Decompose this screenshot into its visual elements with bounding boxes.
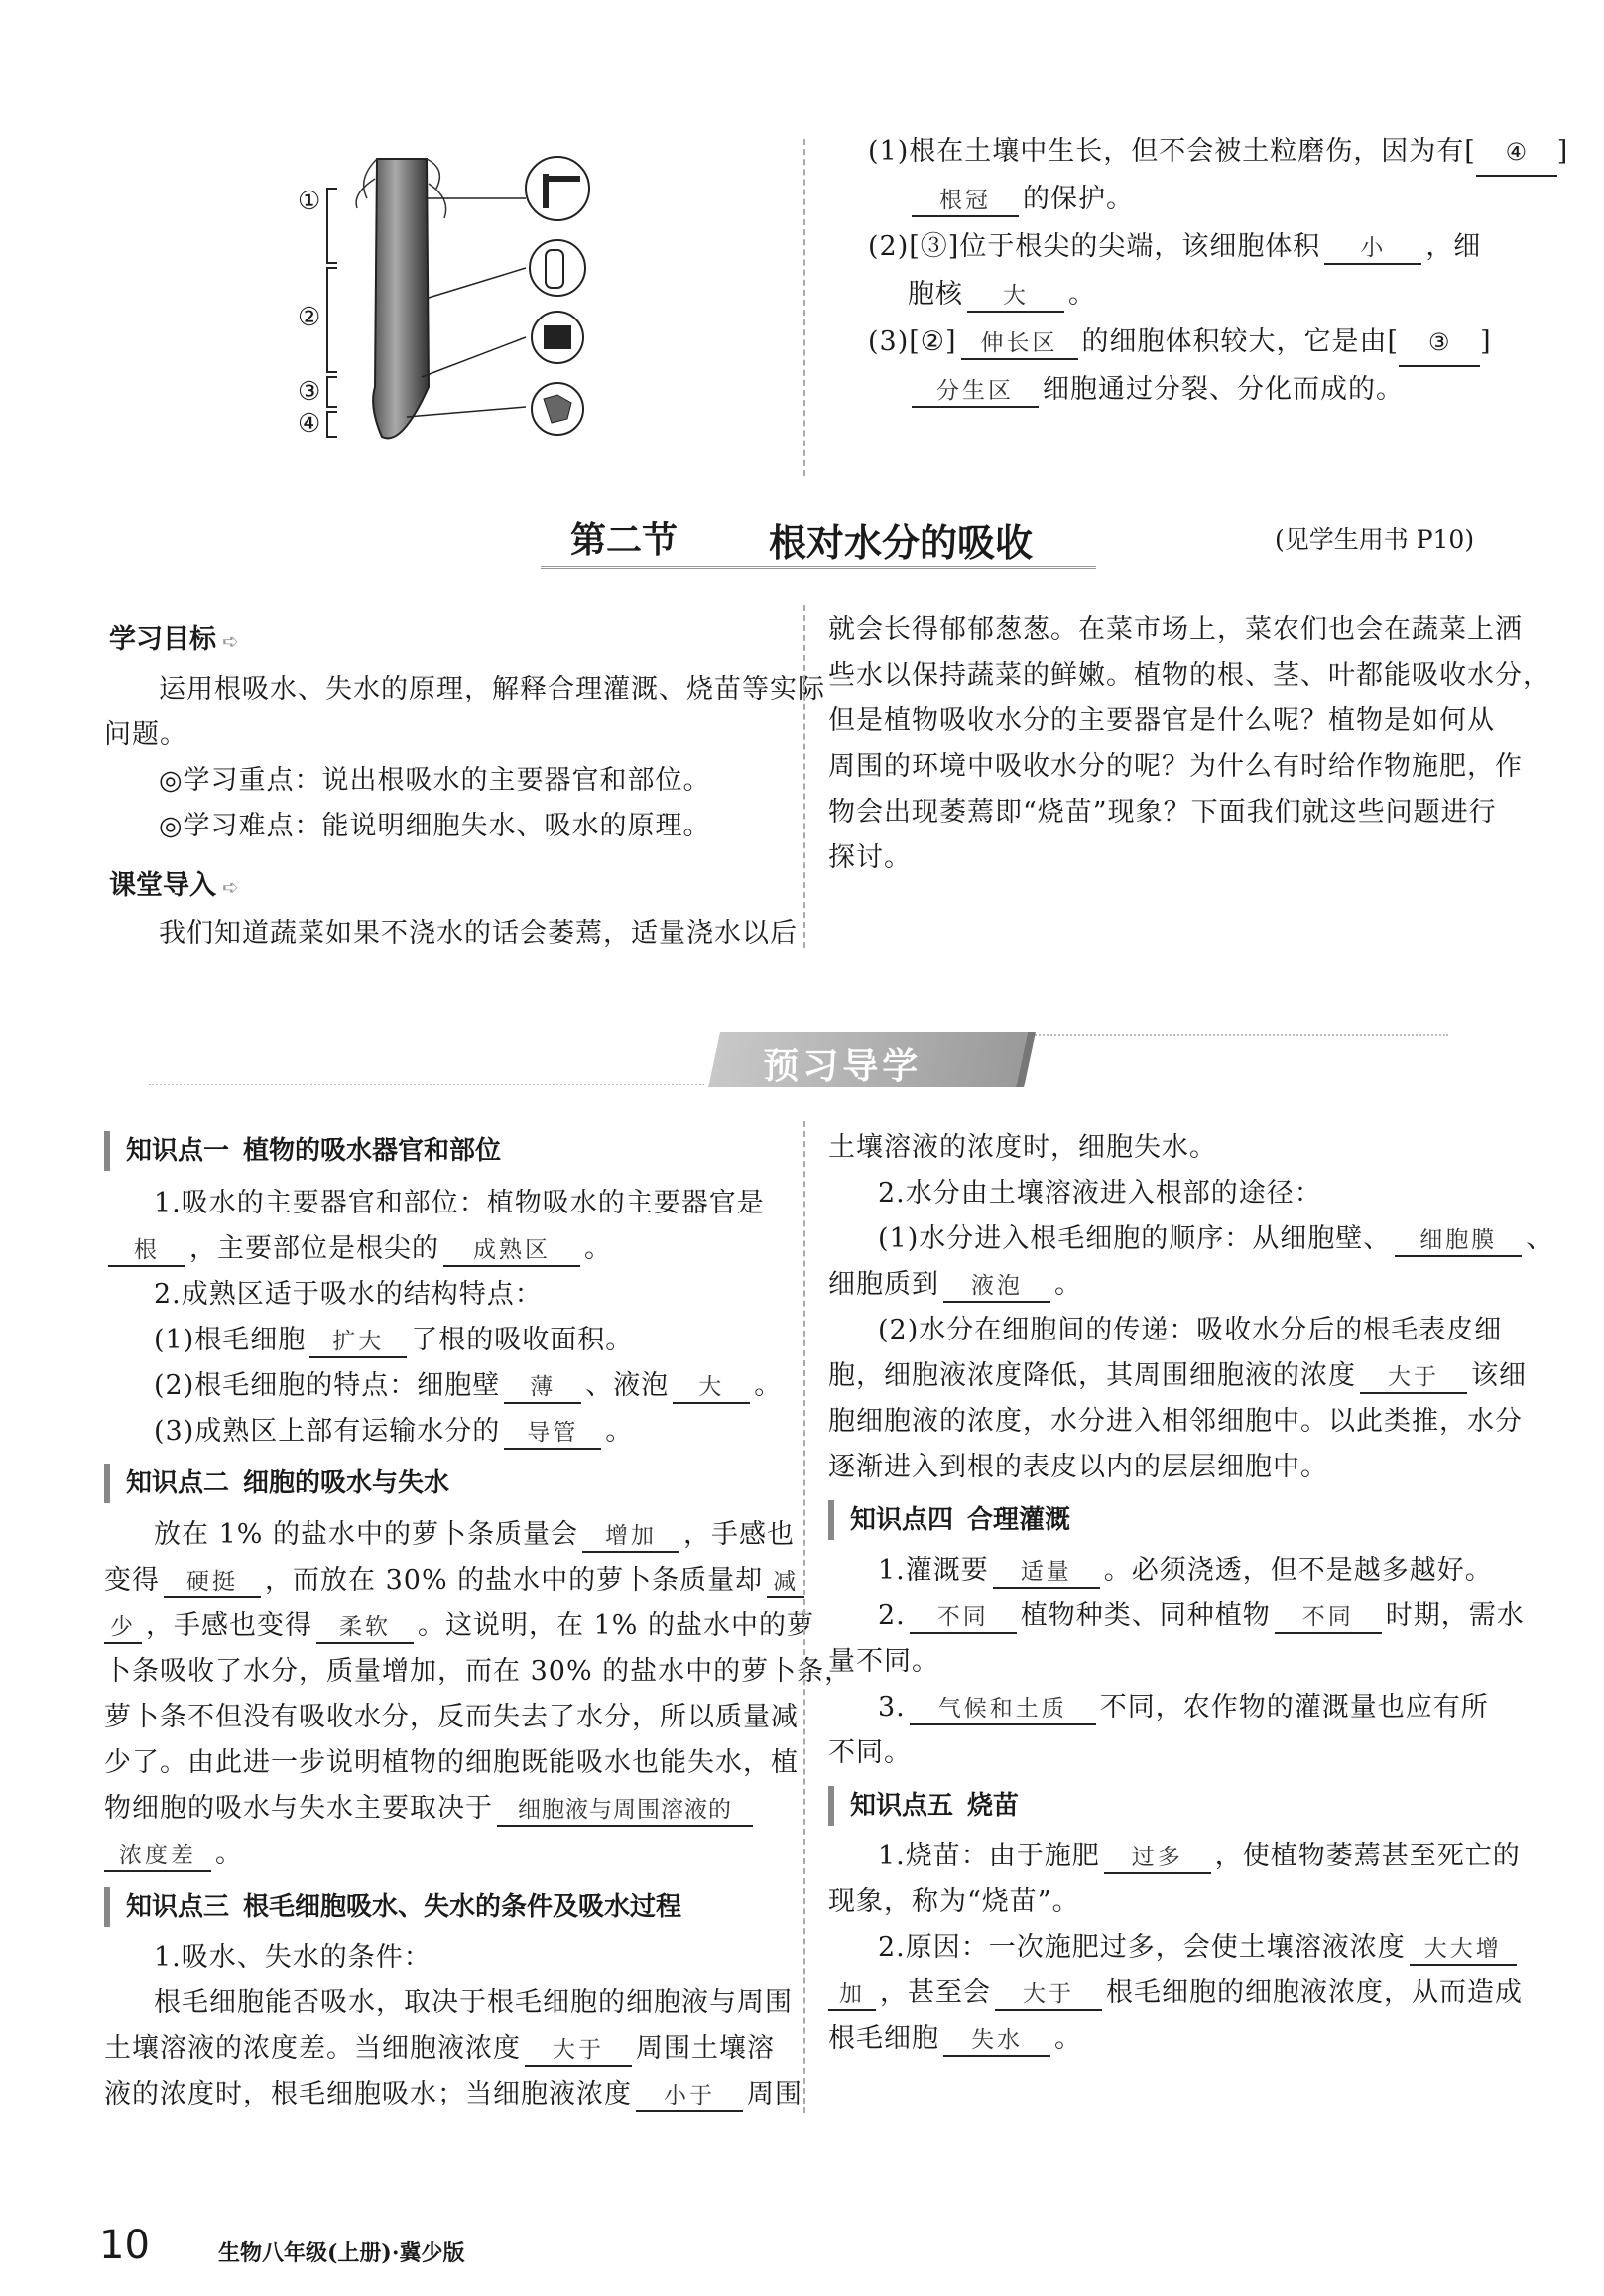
kp2-line2: 变得 硬挺 ，而放在 30% 的盐水中的萝卜条质量却 减 — [104, 1558, 808, 1603]
answer: 硬挺 — [164, 1567, 261, 1598]
kp3-line9: (2)水分在细胞间的传递：吸收水分后的根毛表皮细 — [878, 1315, 1503, 1345]
kp4-heading: 知识点四 合理灌溉 — [828, 1500, 1070, 1540]
page-number: 10 — [99, 2223, 150, 2268]
answer: 浓度差 — [104, 1841, 211, 1872]
kp3-line8: 细胞质到 液泡 。 — [828, 1262, 1082, 1308]
answer: 大大增 — [1410, 1934, 1517, 1966]
banner-text: 预习导学 — [763, 1046, 923, 1086]
kp3-line11: 胞细胞液的浓度，水分进入相邻细胞中。以此类推，水分 — [828, 1406, 1523, 1437]
objectives-line1: 运用根吸水、失水的原理，解释合理灌溉、烧苗等实际 — [159, 674, 825, 704]
arrow-icon: ➪ — [222, 875, 239, 899]
answer: 根 — [108, 1235, 185, 1267]
banner — [708, 1032, 1036, 1087]
answer: 少 — [104, 1612, 142, 1644]
kp1-line5: (2)根毛细胞的特点：细胞壁 薄 、液泡 大 。 — [154, 1363, 782, 1409]
intro-label: 课堂导入 ➪ — [109, 870, 239, 901]
answer: 导管 — [504, 1418, 601, 1450]
answer: 失水 — [943, 2025, 1050, 2057]
top-q3-line2: 分生区 细胞通过分裂、分化而成的。 — [908, 367, 1404, 413]
answer: 加 — [828, 1979, 876, 2011]
label-4: ④ — [298, 409, 321, 439]
answer: 过多 — [1104, 1843, 1211, 1874]
answer: 细胞液与周围溶液的 — [497, 1795, 753, 1827]
kp5-line4: 加 ，甚至会 大于 根毛细胞的细胞液浓度，从而造成 — [828, 1971, 1523, 2016]
section-ref: (见学生用书 P10) — [1275, 525, 1475, 554]
answer: 细胞膜 — [1395, 1225, 1522, 1257]
kp3-line1: 1.吸水、失水的条件： — [154, 1942, 432, 1973]
top-q2-line1: (2)[③]位于根尖的尖端，该细胞体积 小 ，细 — [868, 224, 1481, 270]
top-q1-line1: (1)根在土壤中生长，但不会被土粒磨伤，因为有[ ④ ] — [868, 129, 1568, 177]
kp3-heading: 知识点三 根毛细胞吸水、失水的条件及吸水过程 — [104, 1887, 681, 1927]
arrow-icon: ➪ — [222, 629, 239, 653]
kp4-line2: 2. 不同 植物种类、同种植物 不同 时期，需水 — [878, 1594, 1525, 1639]
kp2-line8: 浓度差 。 — [104, 1832, 243, 1877]
kp5-line5: 根毛细胞 失水 。 — [828, 2016, 1082, 2062]
kp4-line4: 3. 气候和土质 不同，农作物的灌溉量也应有所 — [878, 1685, 1489, 1730]
kp2-line4: 卜条吸收了水分，质量增加，而在 30% 的盐水中的萝卜条， — [104, 1656, 853, 1687]
intro-line: 些水以保持蔬菜的鲜嫩。植物的根、茎、叶都能吸收水分， — [828, 660, 1550, 691]
banner-rule-left — [149, 1084, 704, 1085]
kp5-line1: 1.烧苗：由于施肥 过多 ，使植物萎蔫甚至死亡的 — [878, 1834, 1521, 1879]
answer: 柔软 — [316, 1612, 414, 1644]
kp1-line1: 1.吸水的主要器官和部位：植物吸水的主要器官是 — [154, 1188, 765, 1218]
kp1-line6: (3)成熟区上部有运输水分的 导管 。 — [154, 1409, 633, 1455]
banner-rule-right — [1032, 1034, 1448, 1036]
section-header — [541, 506, 1096, 569]
intro-line: 我们知道蔬菜如果不浇水的话会萎蔫，适量浇水以后 — [159, 918, 798, 949]
book-title: 生物八年级(上册)·冀少版 — [218, 2240, 465, 2266]
kp1-line4: (1)根毛细胞 扩大 了根的吸收面积。 — [154, 1318, 633, 1363]
kp2-line3: 少 ，手感也变得 柔软 。这说明，在 1% 的盐水中的萝 — [104, 1603, 814, 1649]
answer: 伸长区 — [961, 328, 1078, 360]
label-3: ③ — [298, 377, 321, 407]
column-divider-bottom — [803, 1121, 805, 2113]
section-number: 第二节 — [570, 520, 679, 561]
kp2-line6: 少了。由此进一步说明植物的细胞既能吸水也能失水，植 — [104, 1747, 799, 1778]
answer-box: ③ — [1399, 319, 1480, 367]
answer: 减 — [767, 1567, 804, 1598]
kp3-line10: 胞，细胞液浓度降低，其周围细胞液的浓度 大于 该细 — [828, 1353, 1527, 1399]
kp3-line5: 土壤溶液的浓度时，细胞失水。 — [828, 1132, 1217, 1163]
answer: 小于 — [636, 2081, 743, 2112]
answer: 大 — [673, 1372, 750, 1404]
answer: 大 — [967, 281, 1064, 313]
kp2-line1: 放在 1% 的盐水中的萝卜条质量会 增加 ，手感也 — [154, 1512, 795, 1558]
intro-line: 探讨。 — [828, 842, 912, 873]
answer: 不同 — [1275, 1602, 1382, 1634]
kp3-line3: 土壤溶液的浓度差。当细胞液浓度 大于 周围土壤溶 — [104, 2026, 775, 2072]
kp3-line4: 液的浓度时，根毛细胞吸水；当细胞液浓度 小于 周围 — [104, 2072, 802, 2117]
kp3-line6: 2.水分由土壤溶液进入根部的途径： — [878, 1178, 1322, 1209]
section-title: 根对水分的吸收 — [769, 521, 1034, 565]
top-q3-line1: (3)[②] 伸长区 的细胞体积较大，它是由[ ③ ] — [868, 319, 1492, 367]
kp1-line3: 2.成熟区适于吸水的结构特点： — [154, 1279, 543, 1310]
kp4-line3: 量不同。 — [828, 1646, 939, 1677]
answer: 分生区 — [912, 376, 1039, 408]
intro-line: 周围的环境中吸收水分的呢？为什么有时给作物施肥，作 — [828, 751, 1523, 782]
kp4-line1: 1.灌溉要 适量 。必须浇透，但不是越多越好。 — [878, 1548, 1493, 1594]
answer: 薄 — [504, 1372, 581, 1404]
top-q2-line2: 胞核 大 。 — [908, 272, 1096, 318]
kp3-line7: (1)水分进入根毛细胞的顺序：从细胞壁、 细胞膜 、 — [878, 1216, 1553, 1262]
root-tip-illustration — [298, 139, 625, 466]
answer: 大于 — [1360, 1362, 1467, 1394]
answer: 根冠 — [912, 186, 1019, 217]
kp5-line3: 2.原因：一次施肥过多，会使土壤溶液浓度 大大增 — [878, 1925, 1521, 1971]
kp2-line7: 物细胞的吸水与失水主要取决于 细胞液与周围溶液的 — [104, 1786, 757, 1832]
answer: 大于 — [525, 2035, 632, 2067]
root-tip-diagram — [298, 139, 625, 466]
objectives-line2: 问题。 — [104, 719, 187, 750]
answer: 不同 — [910, 1602, 1017, 1634]
kp1-heading: 知识点一 植物的吸水器官和部位 — [104, 1131, 501, 1171]
label-2: ② — [298, 303, 321, 332]
column-divider-top — [803, 139, 805, 476]
answer: 液泡 — [943, 1271, 1050, 1303]
objectives-label: 学习目标 ➪ — [109, 624, 239, 655]
objectives-key: ◎学习重点：说出根吸水的主要器官和部位。 — [159, 765, 711, 796]
answer: 适量 — [993, 1557, 1100, 1589]
kp4-line5: 不同。 — [828, 1737, 912, 1768]
answer-box: ④ — [1476, 129, 1557, 177]
kp5-heading: 知识点五 烧苗 — [828, 1786, 1019, 1826]
kp2-line5: 萝卜条不但没有吸收水分，反而失去了水分，所以质量减 — [104, 1702, 799, 1732]
top-q1-line2: 根冠 的保护。 — [908, 177, 1134, 222]
intro-line: 但是植物吸收水分的主要器官是什么呢？植物是如何从 — [828, 705, 1495, 736]
answer: 成熟区 — [443, 1235, 580, 1267]
kp1-line2: 根 ，主要部位是根尖的 成熟区 。 — [104, 1226, 612, 1272]
answer: 增加 — [582, 1521, 679, 1553]
intro-line: 就会长得郁郁葱葱。在菜市场上，菜农们也会在蔬菜上洒 — [828, 614, 1523, 645]
answer: 气候和土质 — [910, 1694, 1096, 1725]
answer: 小 — [1324, 233, 1421, 265]
kp2-heading: 知识点二 细胞的吸水与失水 — [104, 1464, 449, 1503]
kp3-line2: 根毛细胞能否吸水，取决于根毛细胞的细胞液与周围 — [154, 1987, 793, 2018]
kp5-line2: 现象，称为“烧苗”。 — [828, 1886, 1080, 1917]
label-1: ① — [298, 187, 321, 216]
intro-line: 物会出现萎蔫即“烧苗”现象？下面我们就这些问题进行 — [828, 797, 1497, 828]
kp3-line12: 逐渐进入到根的表皮以内的层层细胞中。 — [828, 1452, 1328, 1482]
answer: 大于 — [995, 1979, 1102, 2011]
answer: 扩大 — [309, 1327, 407, 1358]
objectives-difficulty: ◎学习难点：能说明细胞失水、吸水的原理。 — [159, 811, 711, 841]
column-divider-mid — [803, 605, 805, 948]
